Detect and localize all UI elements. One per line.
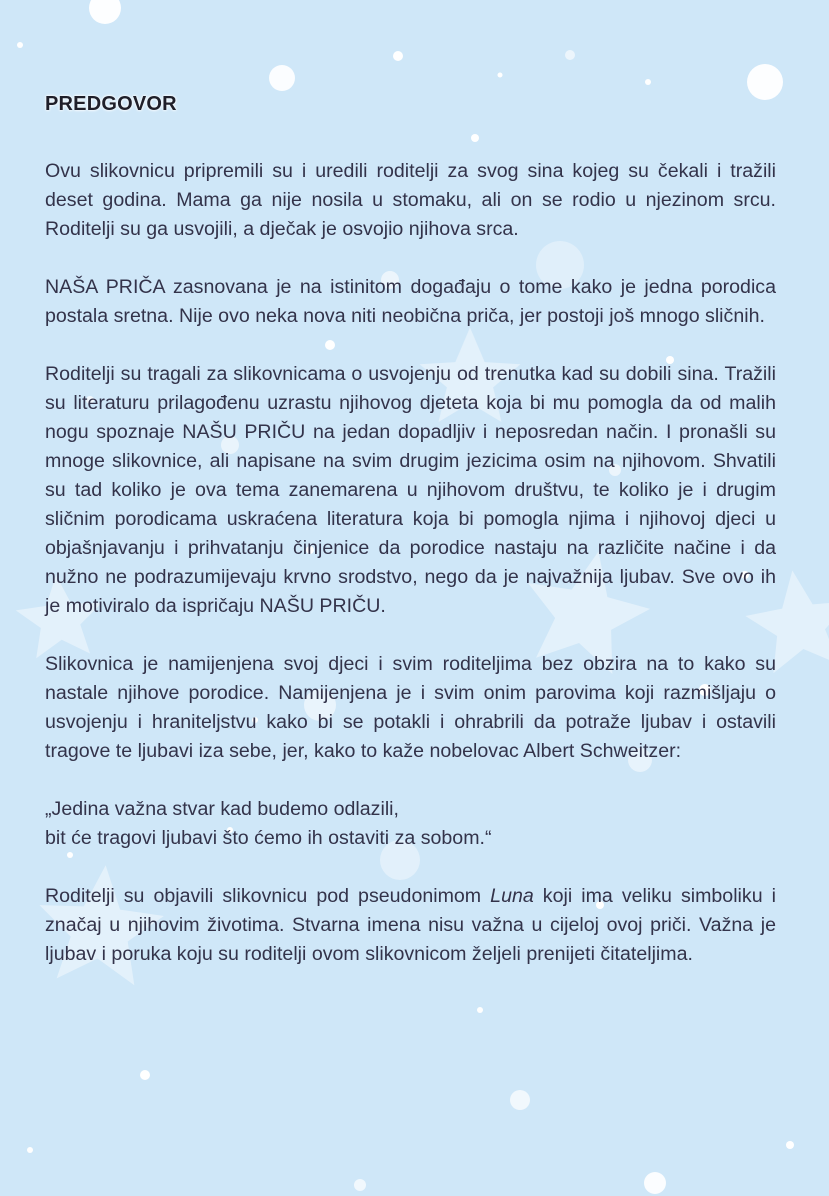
pseudonym-text-before: Roditelji su objavili slikovnicu pod pseudonimom	[45, 885, 491, 907]
schweitzer-quote	[45, 795, 776, 853]
paragraph-search: Roditelji su tragali za slikovnicama o usvojenju od trenutka kad su dobili sina. Tražili su literaturu prilagođenu uzrastu njihovog djeteta koja bi mu pomogla da od malih nogu spoznaje NAŠU PRIČU na jedan dopadljiv i neposredan način. I pronašli su mnoge slikovnice, ali napisane na svim drugim jezicima osim na njihovom. Shvatili su tad koliko je ova tema zanemarena u njihovom društvu, te koliko je i drugim sličnim porodicama uskraćena literatura koja bi pomogla njima i njihovoj djeci u objašnjavanju i prihvatanju činjenice da porodice nastaju na različite načine i da nužno ne podrazumijevaju krvno srodstvo, nego da je najvažnija ljubav. Sve ovo ih je motiviralo da ispričaju NAŠU PRIČU.	[45, 363, 776, 617]
paragraph-audience: Slikovnica je namijenjena svoj djeci i svim roditeljima bez obzira na to kako su nastale njihove porodice. Namijenjena je i svim onim parovima koji razmišljaju o usvojenju i hraniteljstvu kako bi se potakli i ohrabrili da potraže ljubav i ostavili tragove te ljubavi iza sebe, jer, kako to kaže nobelovac Albert Schweitzer:	[45, 653, 776, 762]
quote-line-2: bit će tragovi ljubavi što ćemo ih ostaviti za sobom.“	[45, 827, 492, 849]
paragraph-story: NAŠA PRIČA zasnovana je na istinitom događaju o tome kako je jedna porodica postala sretna. Nije ovo neka nova niti neobična priča, jer postoji još mnogo sličnih.	[45, 276, 776, 327]
preface-page	[45, 93, 776, 998]
quote-line-1: „Jedina važna stvar kad budemo odlazili,	[45, 798, 399, 820]
paragraph-pseudonym	[45, 882, 776, 969]
paragraph-intro: Ovu slikovnicu pripremili su i uredili roditelji za svog sina kojeg su čekali i tražili deset godina. Mama ga nije nosila u stomaku, ali on se rodio u njezinom srcu. Roditelji su ga usvojili, a dječak je osvojio njihova srca.	[45, 160, 776, 240]
page-title: PREDGOVOR	[45, 93, 177, 115]
pseudonym-name: Luna	[490, 885, 534, 907]
pseudonym-text-after: koji ima veliku simboliku i značaj u njihovim životima. Stvarna imena nisu važna u cijeloj ovoj priči. Važna je ljubav i poruka koju su roditelji ovom slikovnicom željeli prenijeti čitateljima.	[45, 885, 776, 965]
